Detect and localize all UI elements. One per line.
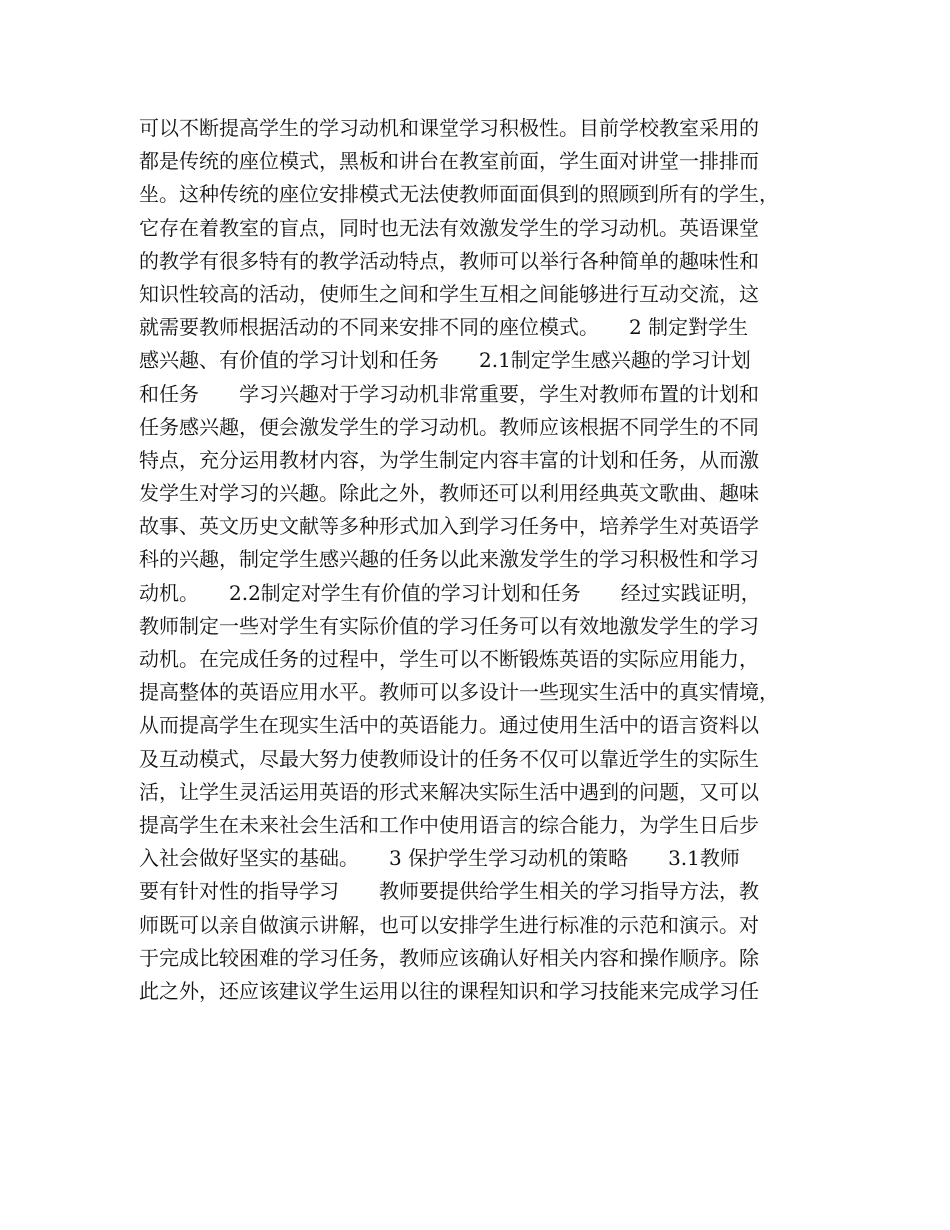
- text-line: 提高学生在未来社会生活和工作中使用语言的综合能力，为学生日后步: [139, 812, 759, 837]
- text-line: 提高整体的英语应用水平。教师可以多设计一些现实生活中的真实情境，: [139, 680, 779, 705]
- text-line: 教师制定一些对学生有实际价值的学习任务可以有效地激发学生的学习: [139, 613, 759, 638]
- text-line: 的教学有很多特有的教学活动特点，教师可以举行各种简单的趣味性和: [139, 248, 759, 273]
- text-line: 都是传统的座位模式，黑板和讲台在教室前面，学生面对讲堂一排排而: [139, 149, 759, 174]
- text-line: 坐。这种传统的座位安排模式无法使教师面面俱到的照顾到所有的学生，: [139, 182, 779, 207]
- text-line: 发学生对学习的兴趣。除此之外，教师还可以利用经典英文歌曲、趣味: [139, 481, 759, 506]
- text-line: 知识性较高的活动，使师生之间和学生互相之间能够进行互动交流，这: [139, 281, 759, 306]
- text-line: 活，让学生灵活运用英语的形式来解决实际生活中遇到的问题，又可以: [139, 779, 759, 804]
- text-line: 此之外，还应该建议学生运用以往的课程知识和学习技能来完成学习任: [139, 978, 759, 1003]
- text-line: 任务感兴趣，便会激发学生的学习动机。教师应该根据不同学生的不同: [139, 414, 759, 439]
- text-line: 师既可以亲自做演示讲解，也可以安排学生进行标准的示范和演示。对: [139, 912, 759, 937]
- text-line: 要有针对性的指导学习 教师要提供给学生相关的学习指导方法，教: [139, 879, 759, 904]
- text-line: 于完成比较困难的学习任务，教师应该确认好相关内容和操作顺序。除: [139, 945, 759, 970]
- text-line: 特点，充分运用教材内容，为学生制定内容丰富的计划和任务，从而激: [139, 447, 759, 472]
- text-line: 从而提高学生在现实生活中的英语能力。通过使用生活中的语言资料以: [139, 713, 759, 738]
- text-line: 和任务 学习兴趣对于学习动机非常重要，学生对教师布置的计划和: [139, 381, 759, 406]
- text-line: 它存在着教室的盲点，同时也无法有效激发学生的学习动机。英语课堂: [139, 215, 759, 240]
- text-line: 入社会做好坚实的基础。 3 保护学生学习动机的策略 3.1教师: [139, 846, 740, 871]
- text-line: 科的兴趣，制定学生感兴趣的任务以此来激发学生的学习积极性和学习: [139, 547, 759, 572]
- text-line: 感兴趣、有价值的学习计划和任务 2.1制定学生感兴趣的学习计划: [139, 348, 751, 373]
- text-line: 就需要教师根据活动的不同来安排不同的座位模式。 2 制定對学生: [139, 315, 749, 340]
- text-line: 动机。在完成任务的过程中，学生可以不断锻炼英语的实际应用能力，: [139, 647, 759, 671]
- text-line: 故事、英文历史文献等多种形式加入到学习任务中，培养学生对英语学: [139, 514, 759, 539]
- text-line: 及互动模式，尽最大努力使教师设计的任务不仅可以靠近学生的实际生: [139, 746, 759, 771]
- text-line: 动机。 2.2制定对学生有价值的学习计划和任务 经过实践证明，: [139, 580, 761, 605]
- text-line: 可以不断提高学生的学习动机和课堂学习积极性。目前学校教室采用的: [139, 116, 759, 140]
- body-text: [139, 112, 829, 1008]
